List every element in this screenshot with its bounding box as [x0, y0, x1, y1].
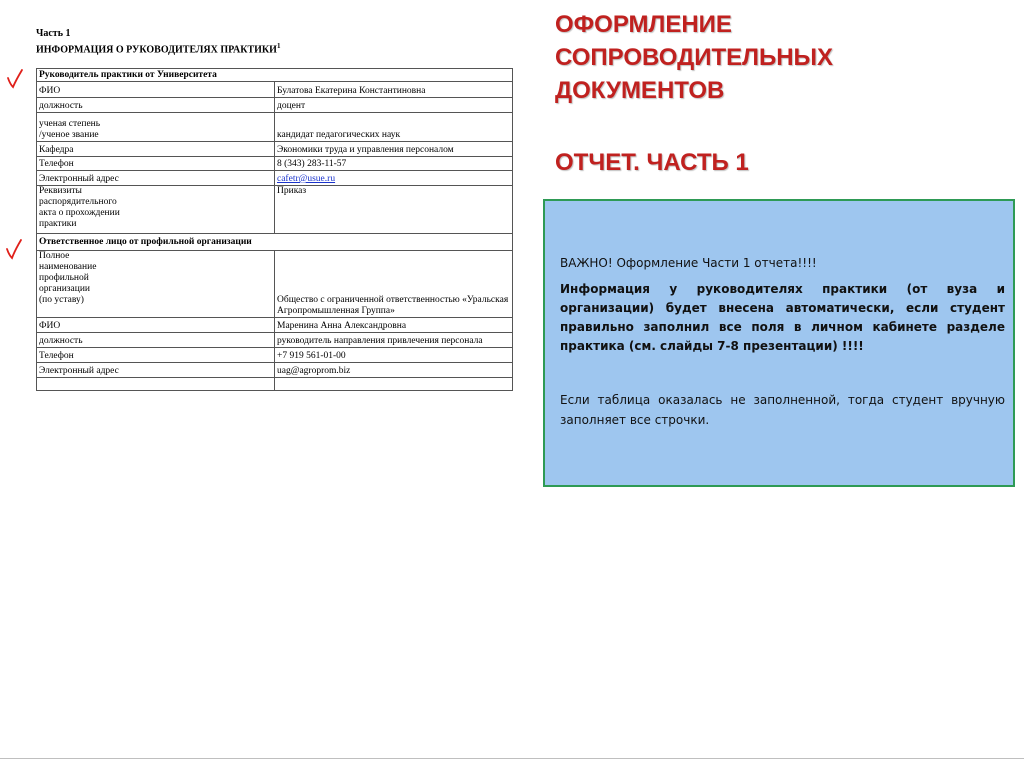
table-row: [37, 186, 513, 234]
row-label: Кафедра: [37, 142, 275, 157]
row-label: должность: [37, 333, 275, 348]
note-bold-paragraph: Информация у руководителях практики (от вуза и организации) будет внесена автоматически, если студент правильно заполнил все поля в личном кабинете разделе практика (см. слайды 7-8 презентации) !!!!: [560, 282, 1005, 353]
table-row: [37, 348, 513, 363]
table-row: [37, 251, 513, 318]
row-label: должность: [37, 98, 275, 113]
row-value: 8 (343) 283-11-57: [275, 157, 513, 171]
table-row: [37, 113, 513, 142]
slide-subtitle: ОТЧЕТ. ЧАСТЬ 1: [555, 149, 749, 176]
table-row: [37, 318, 513, 333]
section-university-title: Руководитель практики от Университета: [37, 69, 513, 82]
section-organization-title: Ответственное лицо от профильной организации: [37, 234, 513, 251]
row-value: доцент: [275, 98, 513, 113]
row-label: ФИО: [37, 82, 275, 98]
supervisors-table: [36, 68, 513, 391]
row-label: Телефон: [37, 348, 275, 363]
slide-title-line: ОФОРМЛЕНИЕ: [555, 11, 732, 38]
row-value: Экономики труда и управления персоналом: [275, 142, 513, 157]
table-section-row: [37, 234, 513, 251]
row-label: Электронный адрес: [37, 363, 275, 378]
footnote-mark: 1: [276, 42, 281, 50]
row-label: ФИО: [37, 318, 275, 333]
row-value: Общество с ограниченной ответственностью «Уральская Агропромышленная Группа»: [275, 251, 513, 318]
document-title: ИНФОРМАЦИЯ О РУКОВОДИТЕЛЯХ ПРАКТИКИ$^1$: [36, 42, 281, 56]
row-label: Телефон: [37, 157, 275, 171]
row-value: Булатова Екатерина Константиновна: [275, 82, 513, 98]
row-value: Приказ: [275, 186, 513, 234]
row-label: Электронный адрес: [37, 171, 275, 186]
document-heading: [36, 28, 516, 56]
table-row: [37, 142, 513, 157]
row-value: [275, 171, 513, 186]
table-row: [37, 157, 513, 171]
table-row: [37, 363, 513, 378]
page-bottom-line: [0, 758, 1024, 759]
slide-title-line: ДОКУМЕНТОВ: [555, 77, 725, 104]
table-row: [37, 98, 513, 113]
note-plain-paragraph: Если таблица оказалась не заполненной, тогда студент вручную заполняет все строчки.: [560, 393, 1005, 427]
row-value: руководитель направления привлечения персонала: [275, 333, 513, 348]
table-row: [37, 333, 513, 348]
slide-title-line: СОПРОВОДИТЕЛЬНЫХ: [555, 44, 834, 71]
table-empty-row: [37, 378, 513, 391]
check-mark-icon: [5, 238, 23, 260]
slide-title: [555, 8, 995, 107]
report-part1-document: [36, 28, 516, 376]
table-section-row: [37, 69, 513, 82]
row-value: uag@agroprom.biz: [275, 363, 513, 378]
email-link[interactable]: cafetr@usue.ru: [277, 174, 336, 184]
row-label: ученая степень /ученое звание: [37, 113, 275, 142]
table-row: [37, 171, 513, 186]
important-note-box: [543, 199, 1015, 487]
row-value: кандидат педагогических наук: [275, 113, 513, 142]
row-value: Маренина Анна Александровна: [275, 318, 513, 333]
row-value: +7 919 561-01-00: [275, 348, 513, 363]
note-important-line: ВАЖНО! Оформление Части 1 отчета!!!!: [560, 256, 817, 270]
row-label: Полное наименование профильной организации (по уставу): [37, 251, 275, 318]
document-part-label: Часть 1: [36, 28, 71, 39]
row-label: Реквизиты распорядительного акта о прохождении практики: [37, 186, 275, 234]
table-row: [37, 82, 513, 98]
check-mark-icon: [6, 68, 24, 90]
